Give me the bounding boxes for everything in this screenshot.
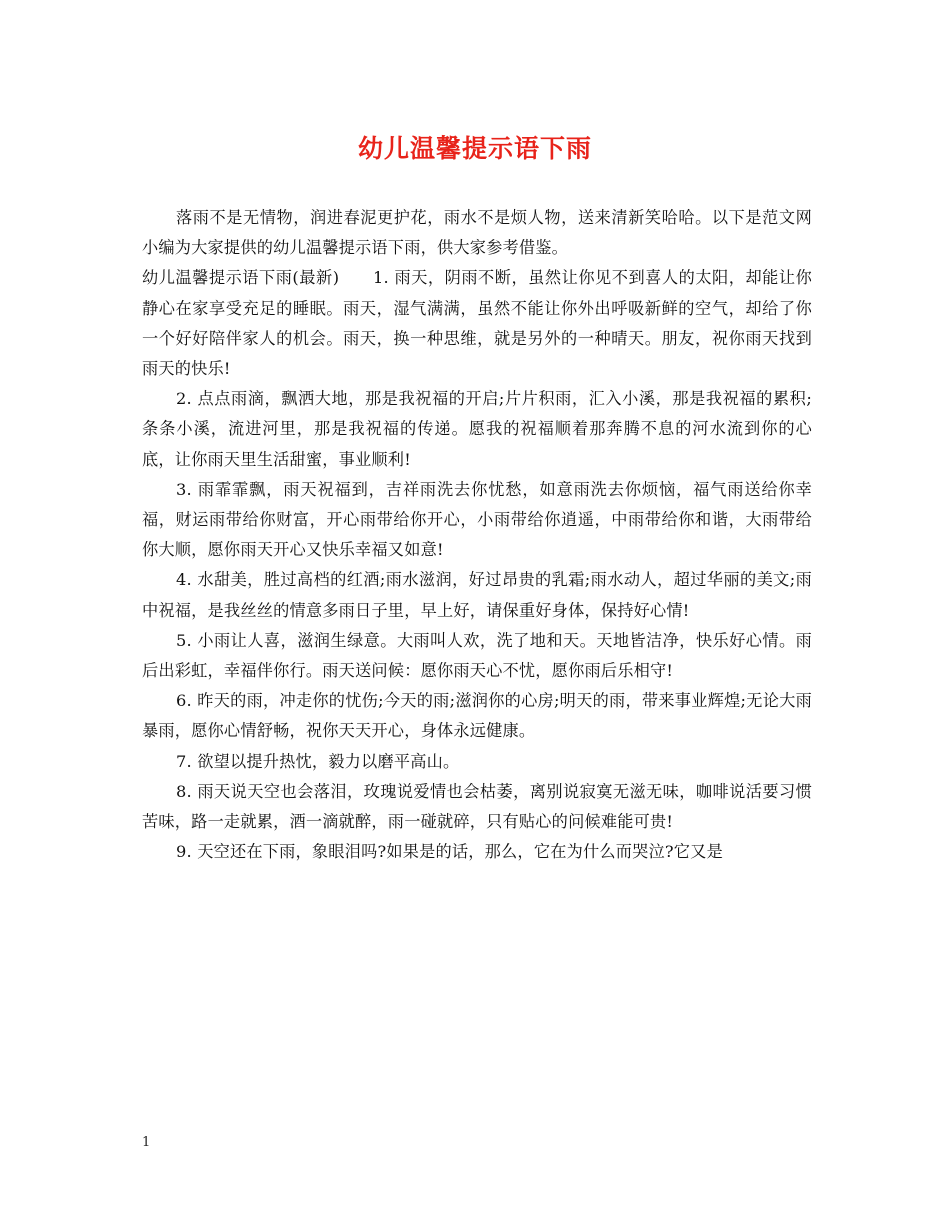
section-paragraph-1: 幼儿温馨提示语下雨(最新) 1. 雨天，阴雨不断，虽然让你见不到喜人的太阳，却能让你静心在家享受充足的睡眠。雨天，湿气满满，虽然不能让你外出呼吸新鲜的空气，却给了你一个好好陪伴家人的机会。雨天，换一种思维，就是另外的一种晴天。朋友，祝你雨天找到雨天的快乐! [142, 268, 812, 379]
document-body [142, 203, 812, 867]
list-item-4: 4. 水甜美，胜过高档的红酒;雨水滋润，好过昂贵的乳霜;雨水动人，超过华丽的美文;雨中祝福，是我丝丝的情意多雨日子里，早上好，请保重好身体，保持好心情! [142, 570, 812, 620]
list-item-9: 9. 天空还在下雨，象眼泪吗?如果是的话，那么，它在为什么而哭泣?它又是 [176, 842, 723, 862]
list-item-2: 2. 点点雨滴，飘洒大地，那是我祝福的开启;片片积雨，汇入小溪，那是我祝福的累积;条条小溪，流进河里，那是我祝福的传递。愿我的祝福顺着那奔腾不息的河水流到你的心底，让你雨天里生活甜蜜，事业顺利! [142, 389, 812, 469]
list-item-3: 3. 雨霏霏飘，雨天祝福到，吉祥雨洗去你忧愁，如意雨洗去你烦恼，福气雨送给你幸福，财运雨带给你财富，开心雨带给你开心，小雨带给你逍遥，中雨带给你和谐，大雨带给你大顺，愿你雨天开心又快乐幸福又如意! [142, 479, 812, 560]
list-item-8: 8. 雨天说天空也会落泪，玫瑰说爱情也会枯萎，离别说寂寞无滋无味，咖啡说活要习惯苦味，路一走就累，酒一滴就醉，雨一碰就碎，只有贴心的问候难能可贵! [142, 781, 812, 832]
list-item-7: 7. 欲望以提升热忱，毅力以磨平高山。 [176, 751, 460, 771]
document-title: 幼儿温馨提示语下雨 [357, 134, 592, 163]
intro-paragraph: 落雨不是无情物，润进春泥更护花，雨水不是烦人物，送来清新笑哈哈。以下是范文网小编为大家提供的幼儿温馨提示语下雨，供大家参考借鉴。 [142, 208, 812, 258]
page-number: 1 [142, 1135, 151, 1150]
list-item-6: 6. 昨天的雨，冲走你的忧伤;今天的雨;滋润你的心房;明天的雨，带来事业辉煌;无论大雨暴雨，愿你心情舒畅，祝你天天开心，身体永远健康。 [142, 691, 812, 741]
list-item-5: 5. 小雨让人喜，滋润生绿意。大雨叫人欢，洗了地和天。天地皆洁净，快乐好心情。雨后出彩虹，幸福伴你行。雨天送问候：愿你雨天心不忧，愿你雨后乐相守! [142, 630, 812, 681]
